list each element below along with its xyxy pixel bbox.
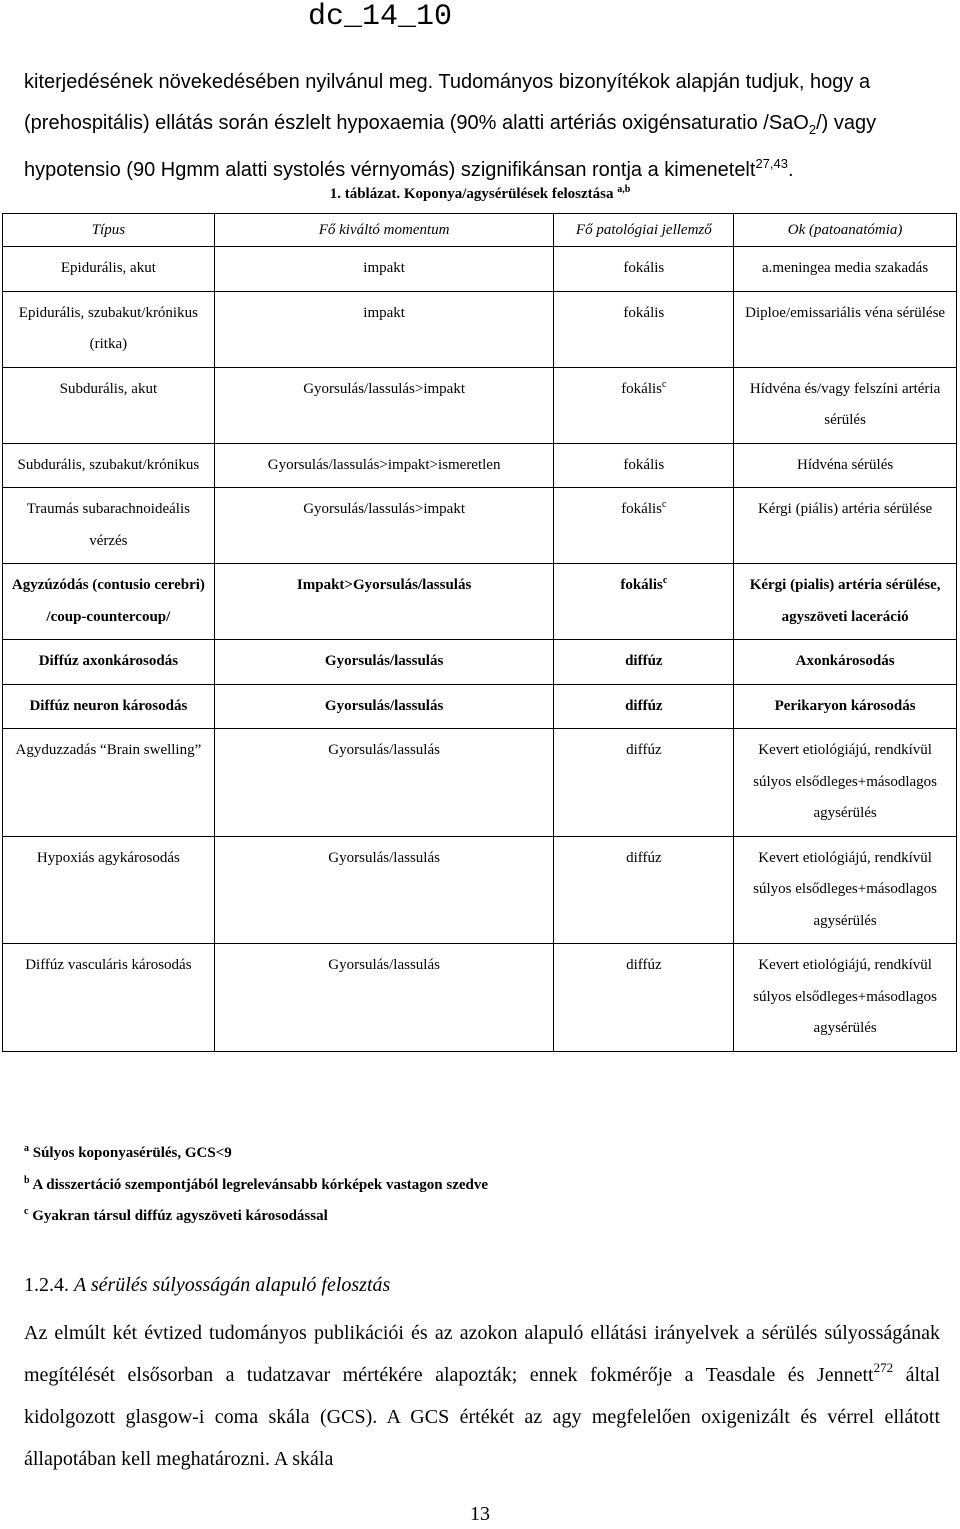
cell-cause: Kevert etiológiájú, rendkívül súlyos elsődleges+másodlagos agysérülés [734,729,957,837]
cell-feature [554,443,734,488]
footnote-mark: c [24,1206,29,1217]
footnote-text: Súlyos koponyasérülés, GCS<9 [32,1145,232,1161]
feature-sup: c [662,499,667,510]
cell-cause: Hídvéna sérülés [734,443,957,488]
cell-momentum: Gyorsulás/lassulás [214,729,554,837]
cell-momentum: Gyorsulás/lassulás [214,684,554,729]
section-title: A sérülés súlyosságán alapuló felosztás [74,1274,391,1296]
body-text-2: által kidolgozott glasgow-i coma skála (GCS). A GCS értékét az agy megfelelően oxigenizált és vérrel ellátott állapotában kell meghatározni. A skála [24,1364,940,1470]
table-caption [0,186,960,203]
cell-cause: Kevert etiológiájú, rendkívül súlyos elsődleges+másodlagos agysérülés [734,836,957,944]
cell-feature [554,640,734,685]
cell-cause: Diploe/emissariális véna sérülése [734,291,957,367]
feature-text: fokális [623,304,665,321]
footnote [24,1170,488,1202]
header-type: Típus [3,214,215,247]
cell-momentum: Gyorsulás/lassulás>impakt>ismeretlen [214,443,554,488]
feature-text: diffúz [625,697,663,714]
footnote-mark: b [24,1174,30,1186]
cell-momentum: Gyorsulás/lassulás [214,944,554,1052]
body-citation: 272 [873,1360,894,1375]
cell-type: Hypoxiás agykárosodás [3,836,215,944]
cell-cause: Kérgi (pialis) artéria sérülése, agyszöveti laceráció [734,564,957,640]
footnote [24,1201,488,1233]
table-row [3,291,957,367]
feature-text: fokális [620,577,663,593]
table-header-row [3,214,957,247]
cell-type: Diffúz vasculáris károsodás [3,944,215,1052]
footnote-text: Gyakran társul diffúz agyszöveti károsodással [32,1208,328,1224]
table-caption-title: Koponya/agysérülések felosztása [403,186,614,202]
body-text-1: Az elmúlt két évtized tudományos publikációi és az azokon alapuló ellátási irányelvek a sérülés súlyosságának megítélését elsősorban a tudatzavar mértékére alapozták; ennek fokmérője a Teasdale és Jennett [24,1322,940,1386]
intro-paragraph [24,62,940,191]
cell-cause: Axonkárosodás [734,640,957,685]
cell-momentum: Gyorsulás/lassulás>impakt [214,488,554,564]
cell-type: Subdurális, szubakut/krónikus [3,443,215,488]
cell-cause: a.meningea media szakadás [734,247,957,292]
feature-text: diffúz [626,849,662,866]
intro-citation: 27,43 [755,156,788,171]
table-row [3,443,957,488]
table-row [3,944,957,1052]
header-cause: Ok (patoanatómia) [734,214,957,247]
cell-type: Traumás subarachnoideális vérzés [3,488,215,564]
cell-momentum: impakt [214,247,554,292]
cell-type: Subdurális, akut [3,367,215,443]
table-row [3,247,957,292]
table-footnotes [24,1138,488,1233]
header-momentum: Fő kiváltó momentum [214,214,554,247]
feature-text: fokális [623,260,665,276]
cell-momentum: Gyorsulás/lassulás [214,836,554,944]
intro-text-3: . [787,159,794,181]
cell-type: Epidurális, akut [3,247,215,292]
cell-type: Diffúz axonkárosodás [3,640,215,685]
feature-text: fokális [621,380,663,397]
page-number: 13 [470,1503,490,1525]
cell-feature [554,729,734,837]
feature-sup: c [662,378,667,390]
feature-text: fokális [621,501,663,517]
table-caption-sup: a,b [617,184,631,195]
cell-momentum: impakt [214,291,554,367]
intro-subscript: 2 [808,122,817,137]
feature-sup: c [662,575,668,586]
feature-text: fokális [623,456,665,473]
intro-text-2: /) vagy hypotensio (90 Hgmm alatti systolés vérnyomás) szignifikánsan rontja a kimenetelt [24,112,877,181]
table-row [3,564,957,640]
table-row [3,488,957,564]
cell-cause: Perikaryon károsodás [734,684,957,729]
document-code: dc_14_10 [308,0,453,34]
cell-feature [554,291,734,367]
section-number: 1.2.4. [24,1274,69,1296]
table-row [3,684,957,729]
footnote-text: A disszertáció szempontjából legrelevánsabb kórképek vastagon szedve [32,1176,489,1193]
table-row [3,367,957,443]
table-row [3,640,957,685]
cell-feature [554,836,734,944]
cell-momentum: Gyorsulás/lassulás [214,640,554,685]
intro-text-1: kiterjedésének növekedésében nyilvánul meg. Tudományos bizonyítékok alapján tudjuk, hogy a (prehospitális) ellátás során észlelt hypoxaemia (90% alatti artériás oxigénsaturatio /SaO [24,71,871,134]
feature-text: diffúz [626,957,662,973]
cell-feature [554,944,734,1052]
cell-type: Epidurális, szubakut/krónikus (ritka) [3,291,215,367]
cell-feature [554,564,734,640]
cell-feature [554,247,734,292]
feature-text: diffúz [626,742,662,758]
cell-type: Agyduzzadás “Brain swelling” [3,729,215,837]
cell-momentum: Gyorsulás/lassulás>impakt [214,367,554,443]
injury-classification-table [2,213,957,1052]
cell-type: Diffúz neuron károsodás [3,684,215,729]
footnote-mark: a [24,1143,29,1154]
footnote [24,1138,488,1170]
body-paragraph [24,1312,940,1480]
cell-cause: Kevert etiológiájú, rendkívül súlyos elsődleges+másodlagos agysérülés [734,944,957,1052]
header-feature: Fő patológiai jellemző [554,214,734,247]
cell-cause: Kérgi (piális) artéria sérülése [734,488,957,564]
cell-cause: Hídvéna és/vagy felszíni artéria sérülés [734,367,957,443]
cell-feature [554,684,734,729]
section-heading [24,1274,390,1297]
table-caption-prefix: 1. táblázat. [329,186,401,202]
table-row [3,836,957,944]
cell-feature [554,488,734,564]
cell-feature [554,367,734,443]
cell-momentum: Impakt>Gyorsulás/lassulás [214,564,554,640]
table-row [3,729,957,837]
feature-text: diffúz [625,653,663,669]
cell-type: Agyzúzódás (contusio cerebri) /coup-countercoup/ [3,564,215,640]
